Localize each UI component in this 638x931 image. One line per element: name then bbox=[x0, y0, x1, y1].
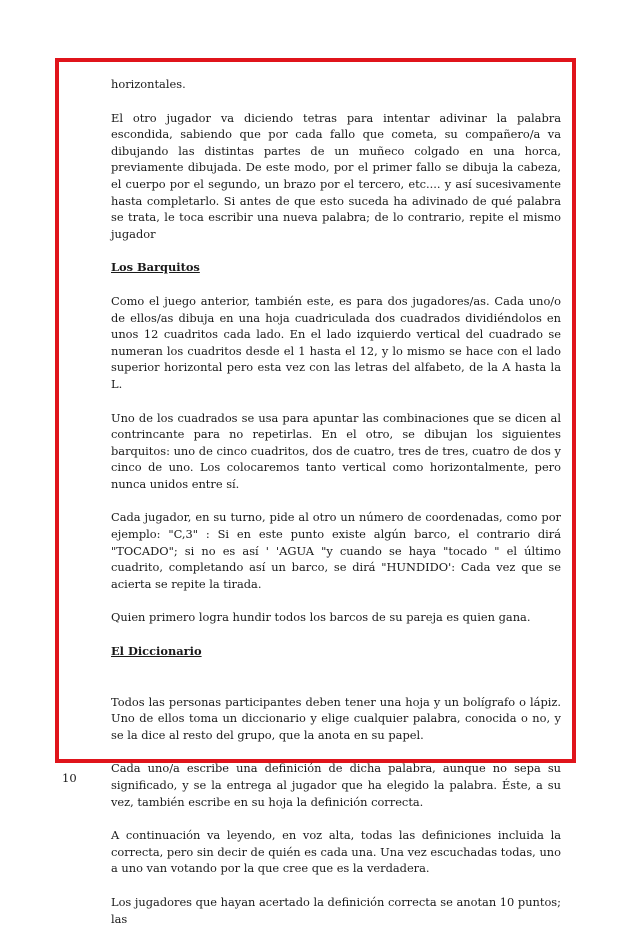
paragraph-diccionario-definitions: Cada uno/a escribe una definición de dicha palabra, aunque no sepa su significado, y se la entrega al jugador que ha elegido la palabra. Éste, a su vez, también escribe en su hoja la definición correcta. bbox=[111, 761, 561, 809]
paragraph-diccionario-intro: Todos las personas participantes deben tener una hoja y un bolígrafo o lápiz. Uno de ellos toma un diccionario y elige cualquier palabra, conocida o no, y se la dice al resto del grupo, que la anota en su papel. bbox=[111, 694, 561, 742]
section-heading-diccionario: El Diccionario bbox=[111, 644, 202, 659]
paragraph-barquitos-turns: Cada jugador, en su turno, pide al otro un número de coordenadas, como por ejemplo: "C,3" : Si en este punto existe algún barco, el contrario dirá "TOCADO"; si no es así ' 'AGUA "y cuando se haya "tocado " el último cuadrito, completando así un barco, se dirá "HUNDIDO': Cada vez que se acierta se repite la tirada. bbox=[111, 510, 561, 591]
paragraph-barquitos-intro: Como el juego anterior, también este, es para dos jugadores/as. Cada uno/o de ellos/as dibuja en una hoja cuadriculada dos cuadrados dividiéndolos en unos 12 cuadritos cada lado. En el lado izquierdo vertical del cuadrado se numeran los cuadritos desde el 1 hasta el 12, y lo mismo se hace con el lado superior horizontal pero esta vez con las letras del alfabeto, de la A hasta la L. bbox=[111, 293, 561, 391]
paragraph-barquitos-ships: Uno de los cuadrados se usa para apuntar las combinaciones que se dicen al contrincante para no repetirlas. En el otro, se dibujan los siguientes barquitos: uno de cinco cuadritos, dos de cuatro, tres de tres, cuatro de dos y cinco de uno. Los colocaremos tanto vertical como horizontalmente, pero nunca unidos entre sí. bbox=[111, 410, 561, 491]
section-heading-barquitos: Los Barquitos bbox=[111, 260, 200, 275]
paragraph-diccionario-scoring: Los jugadores que hayan acertado la definición correcta se anotan 10 puntos; las bbox=[111, 894, 561, 926]
paragraph-diccionario-reading: A continuación va leyendo, en voz alta, todas las definiciones incluida la correcta, pero sin decir de quién es cada una. Una vez escuchadas todas, uno a uno van votando por la que cree que es la verdadera. bbox=[111, 828, 561, 876]
paragraph-continuation: horizontales. bbox=[111, 77, 186, 91]
page-number: 10 bbox=[62, 771, 77, 785]
paragraph-hangman-rules: El otro jugador va diciendo tetras para intentar adivinar la palabra escondida, sabiendo que por cada fallo que cometa, su compañero/a va dibujando las distintas partes de un muñeco colgado en una horca, previamente dibujada. De este modo, por el primer fallo se dibuja la cabeza, el cuerpo por el segundo, un brazo por el tercero, etc.... y así sucesivamente hasta completarlo. Si antes de que esto suceda ha adivinado de qué palabra se trata, le toca escribir una nueva palabra; de lo contrario, repite el mismo jugador bbox=[111, 110, 561, 241]
paragraph-barquitos-winner: Quien primero logra hundir todos los barcos de su pareja es quien gana. bbox=[111, 610, 531, 625]
document-body bbox=[111, 76, 561, 931]
